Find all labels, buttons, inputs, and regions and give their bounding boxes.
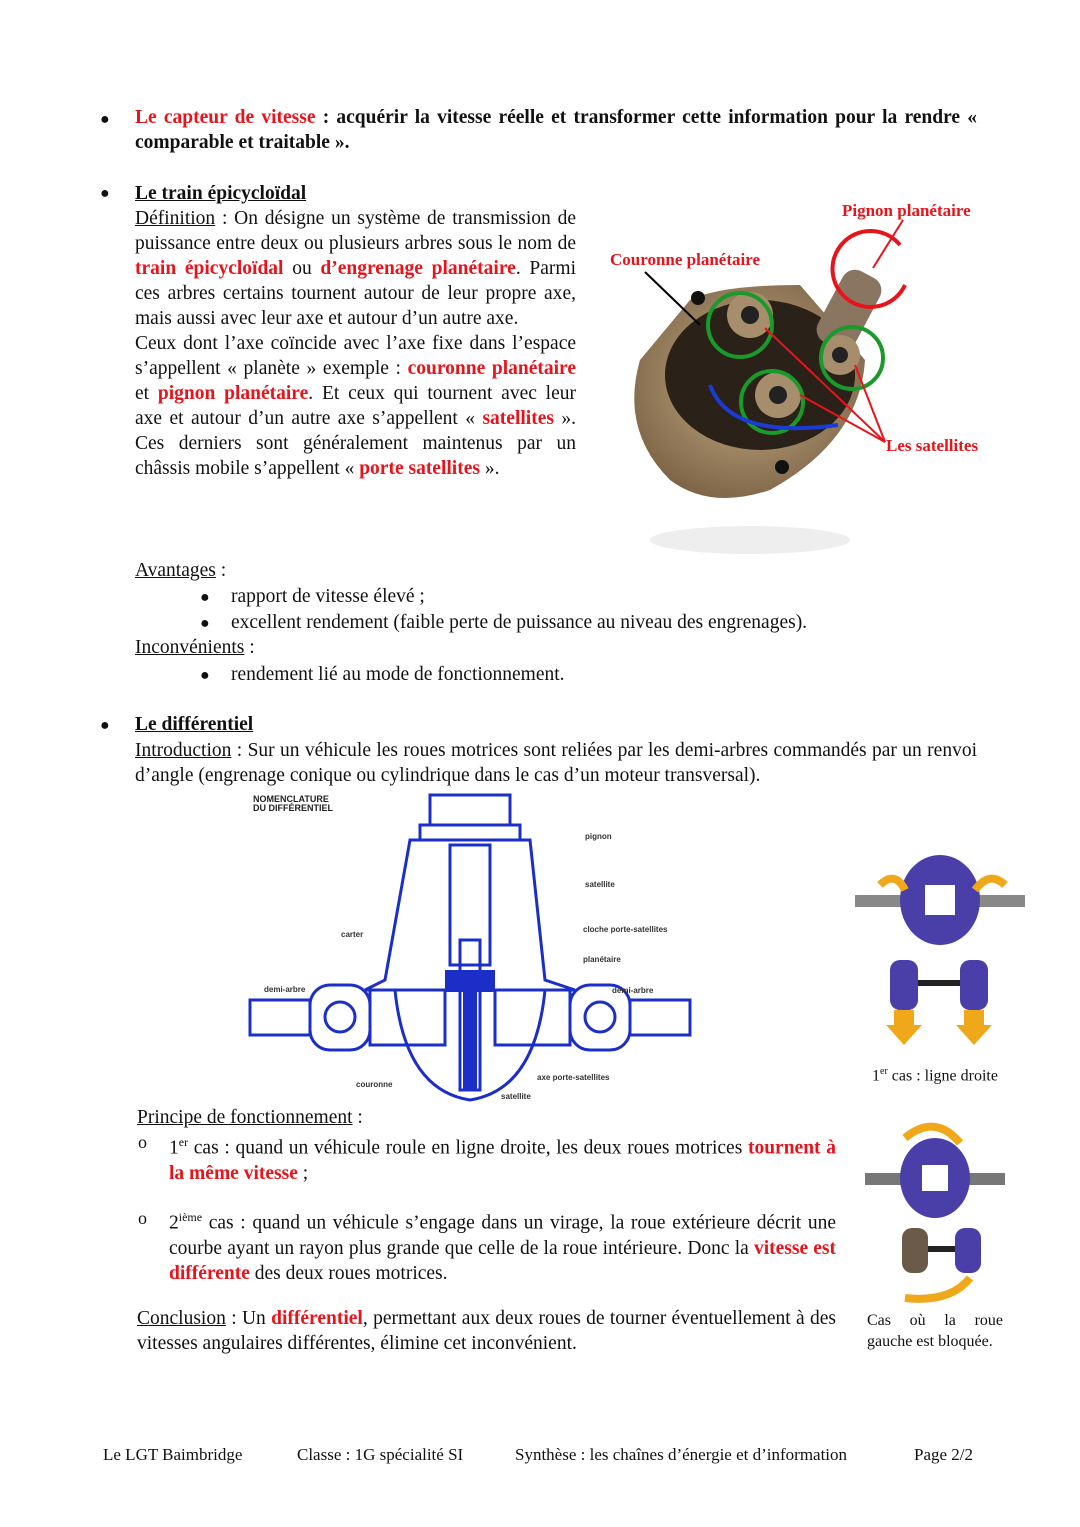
avantage-item: rapport de vitesse élevé ;: [231, 586, 425, 607]
differentiel-title: Le différentiel: [135, 714, 254, 735]
superscript: ième: [178, 1210, 203, 1224]
text: cas : ligne droite: [887, 1067, 998, 1085]
differentiel-intro: [135, 738, 977, 788]
planetary-gear-figure: [600, 190, 1000, 560]
inconvenients-label: Inconvénients: [135, 637, 245, 658]
avantages-label: Avantages: [135, 560, 216, 581]
introduction-label: Introduction: [135, 740, 232, 761]
label-satellite: satellite: [585, 880, 615, 889]
label-planetaire: planétaire: [583, 955, 621, 964]
keyword: d’engrenage planétaire: [320, 258, 516, 279]
text: ;: [297, 1162, 309, 1184]
planetary-gear-image: [600, 190, 1000, 560]
label-demi-arbre-right: demi-arbre: [612, 986, 654, 995]
diagram-title: DU DIFFÉRENTIEL: [253, 803, 333, 813]
differential-blocked-image: [860, 1118, 1010, 1308]
case-1: [169, 1130, 836, 1186]
bullet: ●: [200, 589, 210, 606]
label-demi-arbre-left: demi-arbre: [264, 985, 306, 994]
diagram-title: NOMENCLATURE: [253, 794, 329, 804]
label-satellites: Les satellites: [886, 436, 979, 455]
label-couronne: couronne: [356, 1080, 393, 1089]
straight-line-illustration: [850, 840, 1030, 1050]
train-title: Le train épicycloïdal: [135, 183, 307, 204]
text: . Et ceux qui tournent avec leur axe et autour d’un autre axe s’appellent «: [135, 383, 576, 429]
keyword: tournent à la même vitesse: [169, 1137, 836, 1184]
label-satellite-bottom: satellite: [501, 1092, 531, 1101]
label-pignon-planetaire: Pignon planétaire: [842, 201, 971, 220]
principe-heading: Principe de fonctionnement :: [137, 1107, 363, 1128]
text: cas : quand un véhicule roule en ligne droite, les deux roues motrices: [188, 1137, 748, 1159]
label-cloche-porte-satellites: cloche porte-satellites: [583, 925, 668, 934]
keyword: différentiel: [271, 1308, 363, 1329]
caption-straight: [872, 1061, 998, 1086]
keyword: satellites: [482, 408, 554, 429]
text: et: [135, 383, 158, 404]
inconvenient-item: rendement lié au mode de fonctionnement.: [231, 664, 565, 685]
text: ». Ces derniers sont généralement maintenus par un châssis mobile s’appellent «: [135, 408, 577, 479]
text: . Parmi ces arbres certains tournent autour de leur propre axe, mais aussi avec leur axe et autour d’un autre axe.: [135, 258, 576, 329]
footer-school: Le LGT Baimbridge: [103, 1445, 243, 1464]
capteur-text: : acquérir la vitesse réelle et transformer cette information pour la rendre « comparable et traitable ».: [135, 107, 978, 153]
text: ou: [283, 258, 321, 279]
avantage-item: excellent rendement (faible perte de puissance au niveau des engrenages).: [231, 612, 808, 633]
keyword: vitesse est différente: [169, 1237, 836, 1284]
bullet: ●: [200, 667, 210, 684]
bullet: ●: [100, 111, 110, 128]
text: Ceux dont l’axe coïncide avec l’axe fixe dans l’espace s’appellent « planète » exemple :: [135, 333, 576, 379]
label-carter: carter: [341, 930, 364, 939]
case-2: [169, 1205, 836, 1286]
text: : Sur un véhicule les roues motrices sont reliées par les demi-arbres commandés par un renvoi d’angle (engrenage conique ou cylindrique dans le cas d’un moteur transversal).: [135, 740, 977, 786]
label-couronne-planetaire: Couronne planétaire: [610, 250, 761, 269]
keyword: couronne planétaire: [407, 358, 577, 379]
label-pignon: pignon: [585, 832, 612, 841]
text: : Un: [225, 1308, 272, 1329]
text: : On désigne un système de transmission de puissance entre deux ou plusieurs arbres sous le nom de: [135, 208, 576, 254]
bullet: ●: [100, 717, 110, 734]
superscript: er: [880, 1066, 888, 1077]
inconvenients-heading: Inconvénients :: [135, 637, 255, 658]
capteur-title: Le capteur de vitesse: [135, 107, 316, 128]
definition-label: Définition: [135, 208, 216, 229]
footer-page-number: Page 2/2: [914, 1445, 974, 1464]
conclusion-label: Conclusion: [137, 1308, 226, 1329]
label-axe-porte-satellites: axe porte-satellites: [537, 1073, 610, 1082]
bullet: ●: [200, 615, 210, 632]
list-marker: o: [138, 1208, 147, 1228]
keyword: train épicycloïdal: [135, 258, 284, 279]
blocked-wheel-illustration: [860, 1118, 1010, 1308]
caption-blocked: Cas où la roue gauche est bloquée.: [867, 1312, 1003, 1350]
text: 1: [169, 1137, 179, 1159]
text: 2: [169, 1212, 179, 1234]
footer-subject: Synthèse : les chaînes d’énergie et d’information: [515, 1445, 848, 1464]
text: cas : quand un véhicule s’engage dans un virage, la roue extérieure décrit une courbe ayant un rayon plus grande que celle de la roue intérieure. Donc la: [169, 1212, 836, 1259]
keyword: pignon planétaire: [157, 383, 309, 404]
list-marker: o: [138, 1132, 147, 1152]
text: ».: [479, 458, 500, 479]
train-definition: [135, 206, 576, 481]
footer-class: Classe : 1G spécialité SI: [297, 1445, 464, 1464]
principe-label: Principe de fonctionnement: [137, 1107, 353, 1128]
bullet: ●: [100, 185, 110, 202]
text: , permettant aux deux roues de tourner éventuellement à des vitesses angulaires différentes, élimine cet inconvénient.: [137, 1308, 837, 1354]
avantages-heading: Avantages :: [135, 560, 227, 581]
differential-drawing: [245, 790, 695, 1105]
differential-diagram: [245, 790, 695, 1105]
differential-straight-image: [850, 840, 1030, 1050]
keyword: porte satellites: [359, 458, 480, 479]
text: des deux roues motrices.: [249, 1262, 448, 1284]
text: 1: [872, 1067, 880, 1085]
capteur-paragraph: [135, 105, 977, 155]
superscript: er: [178, 1135, 189, 1149]
conclusion: [137, 1306, 836, 1356]
